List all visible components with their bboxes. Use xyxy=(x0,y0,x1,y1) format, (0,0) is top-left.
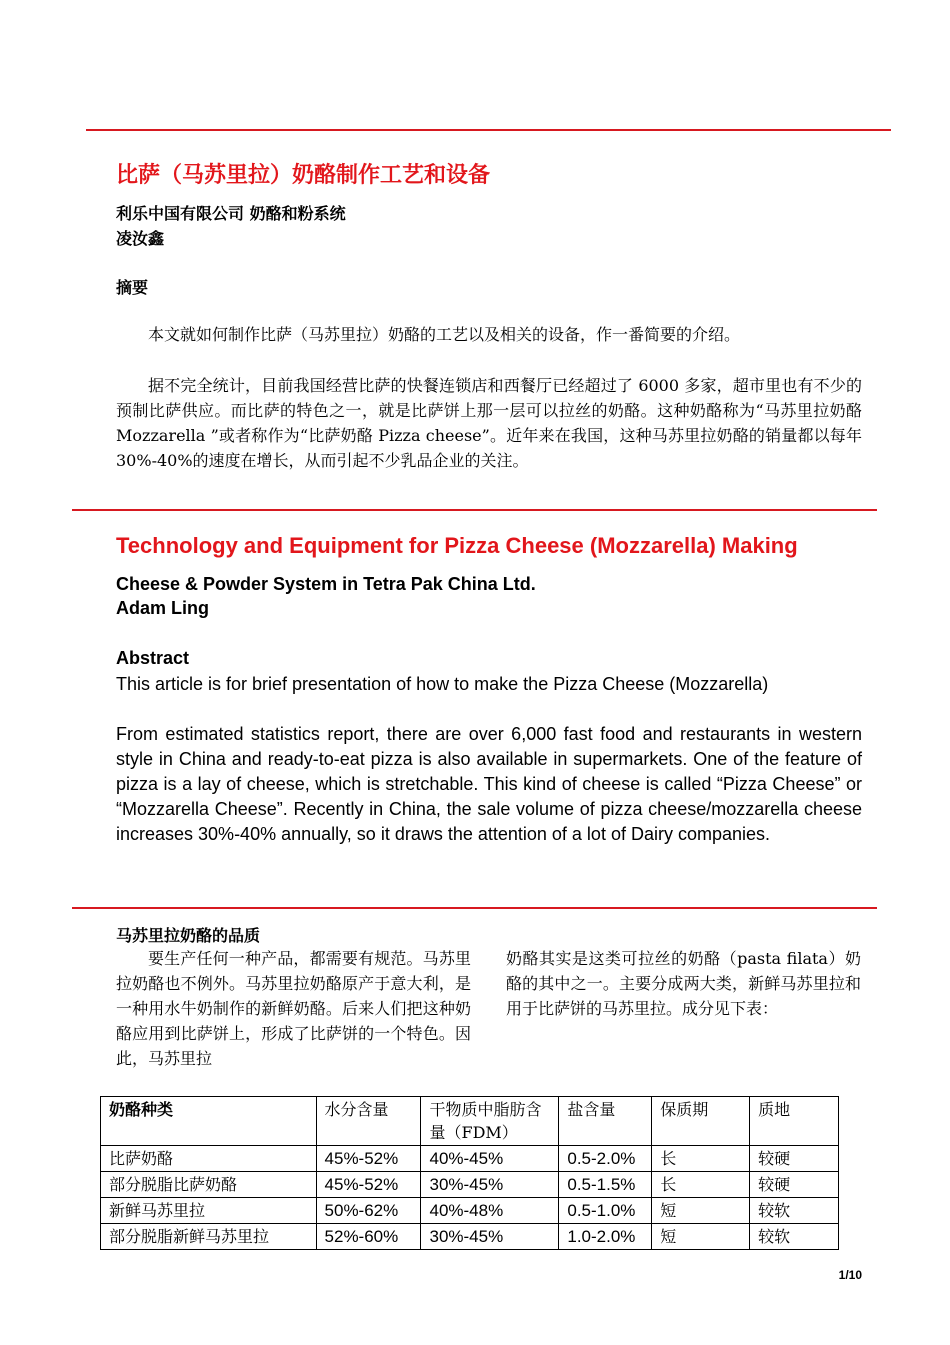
table-cell: 50%-62% xyxy=(316,1198,421,1224)
chinese-abstract-paragraph-1: 本文就如何制作比萨（马苏里拉）奶酪的工艺以及相关的设备，作一番简要的介绍。 xyxy=(148,325,741,344)
table-row xyxy=(101,1198,839,1224)
table-cell: 45%-52% xyxy=(316,1172,421,1198)
cheese-composition-table xyxy=(100,1096,839,1250)
table-cell: 比萨奶酪 xyxy=(101,1146,317,1172)
table-cell: 较硬 xyxy=(750,1172,839,1198)
table-cell: 新鲜马苏里拉 xyxy=(101,1198,317,1224)
section-heading: 马苏里拉奶酪的品质 xyxy=(116,926,261,945)
lower-rule xyxy=(72,907,877,909)
top-rule xyxy=(86,129,891,131)
table-header-cell: 保质期 xyxy=(652,1097,750,1146)
table-cell: 52%-60% xyxy=(316,1224,421,1250)
table-header-cell: 盐含量 xyxy=(559,1097,652,1146)
english-abstract-paragraph-2: From estimated statistics report, there are over 6,000 fast food and restaurants in western style in China and ready-to-eat pizza is also available in supermarkets. One of the feature of pizza is a lay of cheese, which is stretchable. This kind of cheese is called “Pizza Cheese” or “Mozzarella Cheese”. Recently in China, the sale volume of pizza cheese/mozzarella cheese increases 30%-40% annually, so it draws the attention of a lot of Dairy companies. xyxy=(116,724,862,844)
page-number: 1/10 xyxy=(838,1268,862,1282)
table-row xyxy=(101,1224,839,1250)
table-row xyxy=(101,1172,839,1198)
table-cell: 40%-48% xyxy=(421,1198,559,1224)
chinese-abstract-heading: 摘要 xyxy=(116,278,149,297)
table-cell: 较软 xyxy=(750,1198,839,1224)
table-cell: 30%-45% xyxy=(421,1172,559,1198)
middle-rule xyxy=(72,509,877,511)
table-cell: 30%-45% xyxy=(421,1224,559,1250)
table-cell: 较硬 xyxy=(750,1146,839,1172)
table-cell: 短 xyxy=(652,1198,750,1224)
table-cell: 长 xyxy=(652,1172,750,1198)
english-author: Adam Ling xyxy=(116,598,209,618)
chinese-author: 凌汝鑫 xyxy=(116,229,165,248)
table-cell: 部分脱脂比萨奶酪 xyxy=(101,1172,317,1198)
table-cell: 40%-45% xyxy=(421,1146,559,1172)
chinese-abstract-paragraph-2: 据不完全统计，目前我国经营比萨的快餐连锁店和西餐厅已经超过了 6000 多家，超市里也有不少的预制比萨供应。而比萨的特色之一，就是比萨饼上那一层可以拉丝的奶酪。这种奶酪称为“马苏里拉奶酪 Mozzarella ”或者称作为“比萨奶酪 Pizza cheese”。近年来在我国，这种马苏里拉奶酪的销量都以每年 30%-40%的速度在增长，从而引起不少乳品企业的关注。 xyxy=(116,376,862,470)
table-cell: 0.5-1.0% xyxy=(559,1198,652,1224)
table-cell: 长 xyxy=(652,1146,750,1172)
table-header-row xyxy=(101,1097,839,1146)
table-cell: 0.5-1.5% xyxy=(559,1172,652,1198)
chinese-organization: 利乐中国有限公司 奶酪和粉系统 xyxy=(116,204,346,223)
section-left-column: 要生产任何一种产品，都需要有规范。马苏里拉奶酪也不例外。马苏里拉奶酪原产于意大利，是一种用水牛奶制作的新鲜奶酪。后来人们把这种奶酪应用到比萨饼上，形成了比萨饼的一个特色。因此，马苏里拉 xyxy=(116,949,471,1068)
table-header-cell: 干物质中脂肪含量（FDM） xyxy=(421,1097,559,1146)
table-cell: 0.5-2.0% xyxy=(559,1146,652,1172)
english-abstract-paragraph-1: This article is for brief presentation of how to make the Pizza Cheese (Mozzarella) xyxy=(116,674,769,694)
table-cell: 短 xyxy=(652,1224,750,1250)
section-right-column: 奶酪其实是这类可拉丝的奶酪（pasta filata）奶酪的其中之一。主要分成两大类，新鲜马苏里拉和用于比萨饼的马苏里拉。成分见下表： xyxy=(506,949,861,1018)
table-header-cell: 水分含量 xyxy=(316,1097,421,1146)
table-header-cell: 质地 xyxy=(750,1097,839,1146)
english-abstract-heading: Abstract xyxy=(116,648,190,668)
english-title: Technology and Equipment for Pizza Cheese (Mozzarella) Making xyxy=(116,533,798,558)
table-header-cell: 奶酪种类 xyxy=(101,1097,317,1146)
table-cell: 45%-52% xyxy=(316,1146,421,1172)
english-organization: Cheese & Powder System in Tetra Pak China Ltd. xyxy=(116,574,536,594)
table-row xyxy=(101,1146,839,1172)
table-cell: 较软 xyxy=(750,1224,839,1250)
table-cell: 1.0-2.0% xyxy=(559,1224,652,1250)
table-cell: 部分脱脂新鲜马苏里拉 xyxy=(101,1224,317,1250)
chinese-title: 比萨（马苏里拉）奶酪制作工艺和设备 xyxy=(116,162,491,188)
